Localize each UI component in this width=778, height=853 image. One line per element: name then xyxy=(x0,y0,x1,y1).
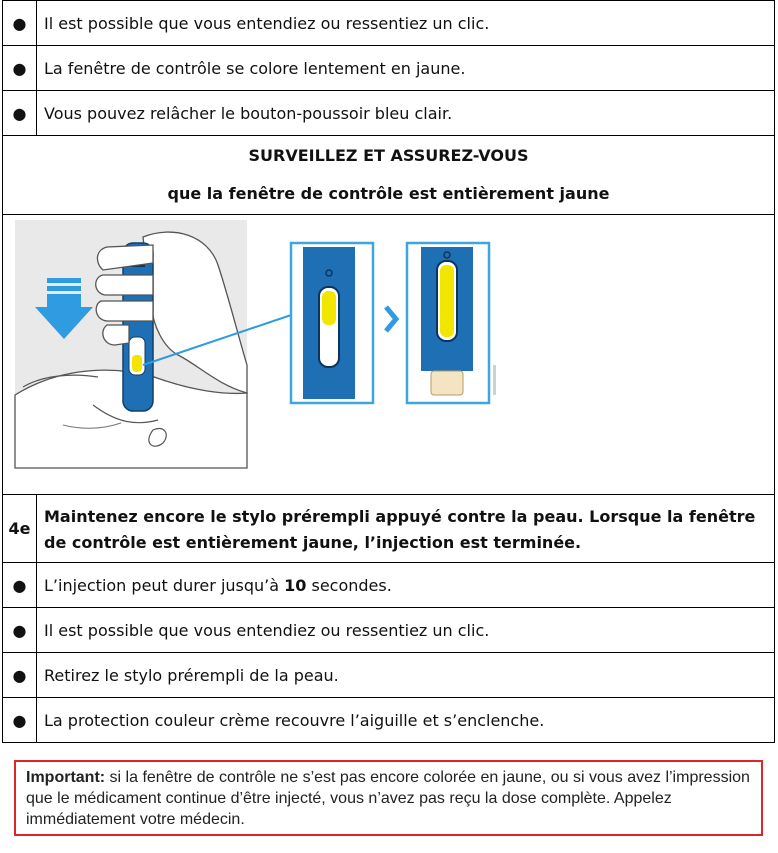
table-row xyxy=(3,608,775,653)
injection-illustration xyxy=(3,215,776,490)
row-text: La fenêtre de contrôle se colore lentement en jaune. xyxy=(37,46,775,91)
bullet: ● xyxy=(3,653,37,698)
important-label: Important: xyxy=(26,769,106,786)
row-text xyxy=(37,563,775,608)
table-row xyxy=(3,136,775,215)
bullet: ● xyxy=(3,698,37,743)
table-row xyxy=(3,46,775,91)
control-window-half-yellow xyxy=(291,243,373,403)
illustration-cell xyxy=(3,215,775,495)
heading-line-1: SURVEILLEZ ET ASSUREZ-VOUS xyxy=(248,146,529,165)
bullet: ● xyxy=(3,1,37,46)
heading-line-2: que la fenêtre de contrôle est entièrement jaune xyxy=(167,184,610,203)
row-text-part: L’injection peut durer jusqu’à xyxy=(44,575,285,595)
row-text: Vous pouvez relâcher le bouton-poussoir bleu clair. xyxy=(37,91,775,136)
table-row xyxy=(3,653,775,698)
cream-cover xyxy=(431,371,463,395)
bullet: ● xyxy=(3,563,37,608)
table-row xyxy=(3,215,775,495)
row-text: La protection couleur crème recouvre l’aiguille et s’enclenche. xyxy=(37,698,775,743)
step-text: Maintenez encore le stylo prérempli appuyé contre la peau. Lorsque la fenêtre de contrôle est entièrement jaune, l’injection est terminée. xyxy=(37,495,775,563)
step-number: 4e xyxy=(3,495,37,563)
important-text: si la fenêtre de contrôle ne s’est pas encore colorée en jaune, ou si vous avez l’impression que le médicament continue d’être injecté, vous n’avez pas reçu la dose complète. Appelez immédiatement votre médecin. xyxy=(26,769,750,828)
table-row xyxy=(3,1,775,46)
row-text: Retirez le stylo prérempli de la peau. xyxy=(37,653,775,698)
bullet: ● xyxy=(3,91,37,136)
table-row xyxy=(3,91,775,136)
control-window-full-yellow xyxy=(407,243,489,403)
bullet: ● xyxy=(3,608,37,653)
duration-value: 10 xyxy=(284,575,307,595)
instruction-table xyxy=(2,0,775,743)
table-row xyxy=(3,563,775,608)
table-row xyxy=(3,495,775,563)
row-text: Il est possible que vous entendiez ou ressentiez un clic. xyxy=(37,1,775,46)
chevron-right-icon xyxy=(386,307,396,331)
bullet: ● xyxy=(3,46,37,91)
row-text: Il est possible que vous entendiez ou ressentiez un clic. xyxy=(37,608,775,653)
important-callout xyxy=(14,760,763,836)
section-heading xyxy=(3,136,775,215)
table-row xyxy=(3,698,775,743)
figure-reference-mark xyxy=(493,365,496,395)
row-text-part: secondes. xyxy=(306,575,392,595)
